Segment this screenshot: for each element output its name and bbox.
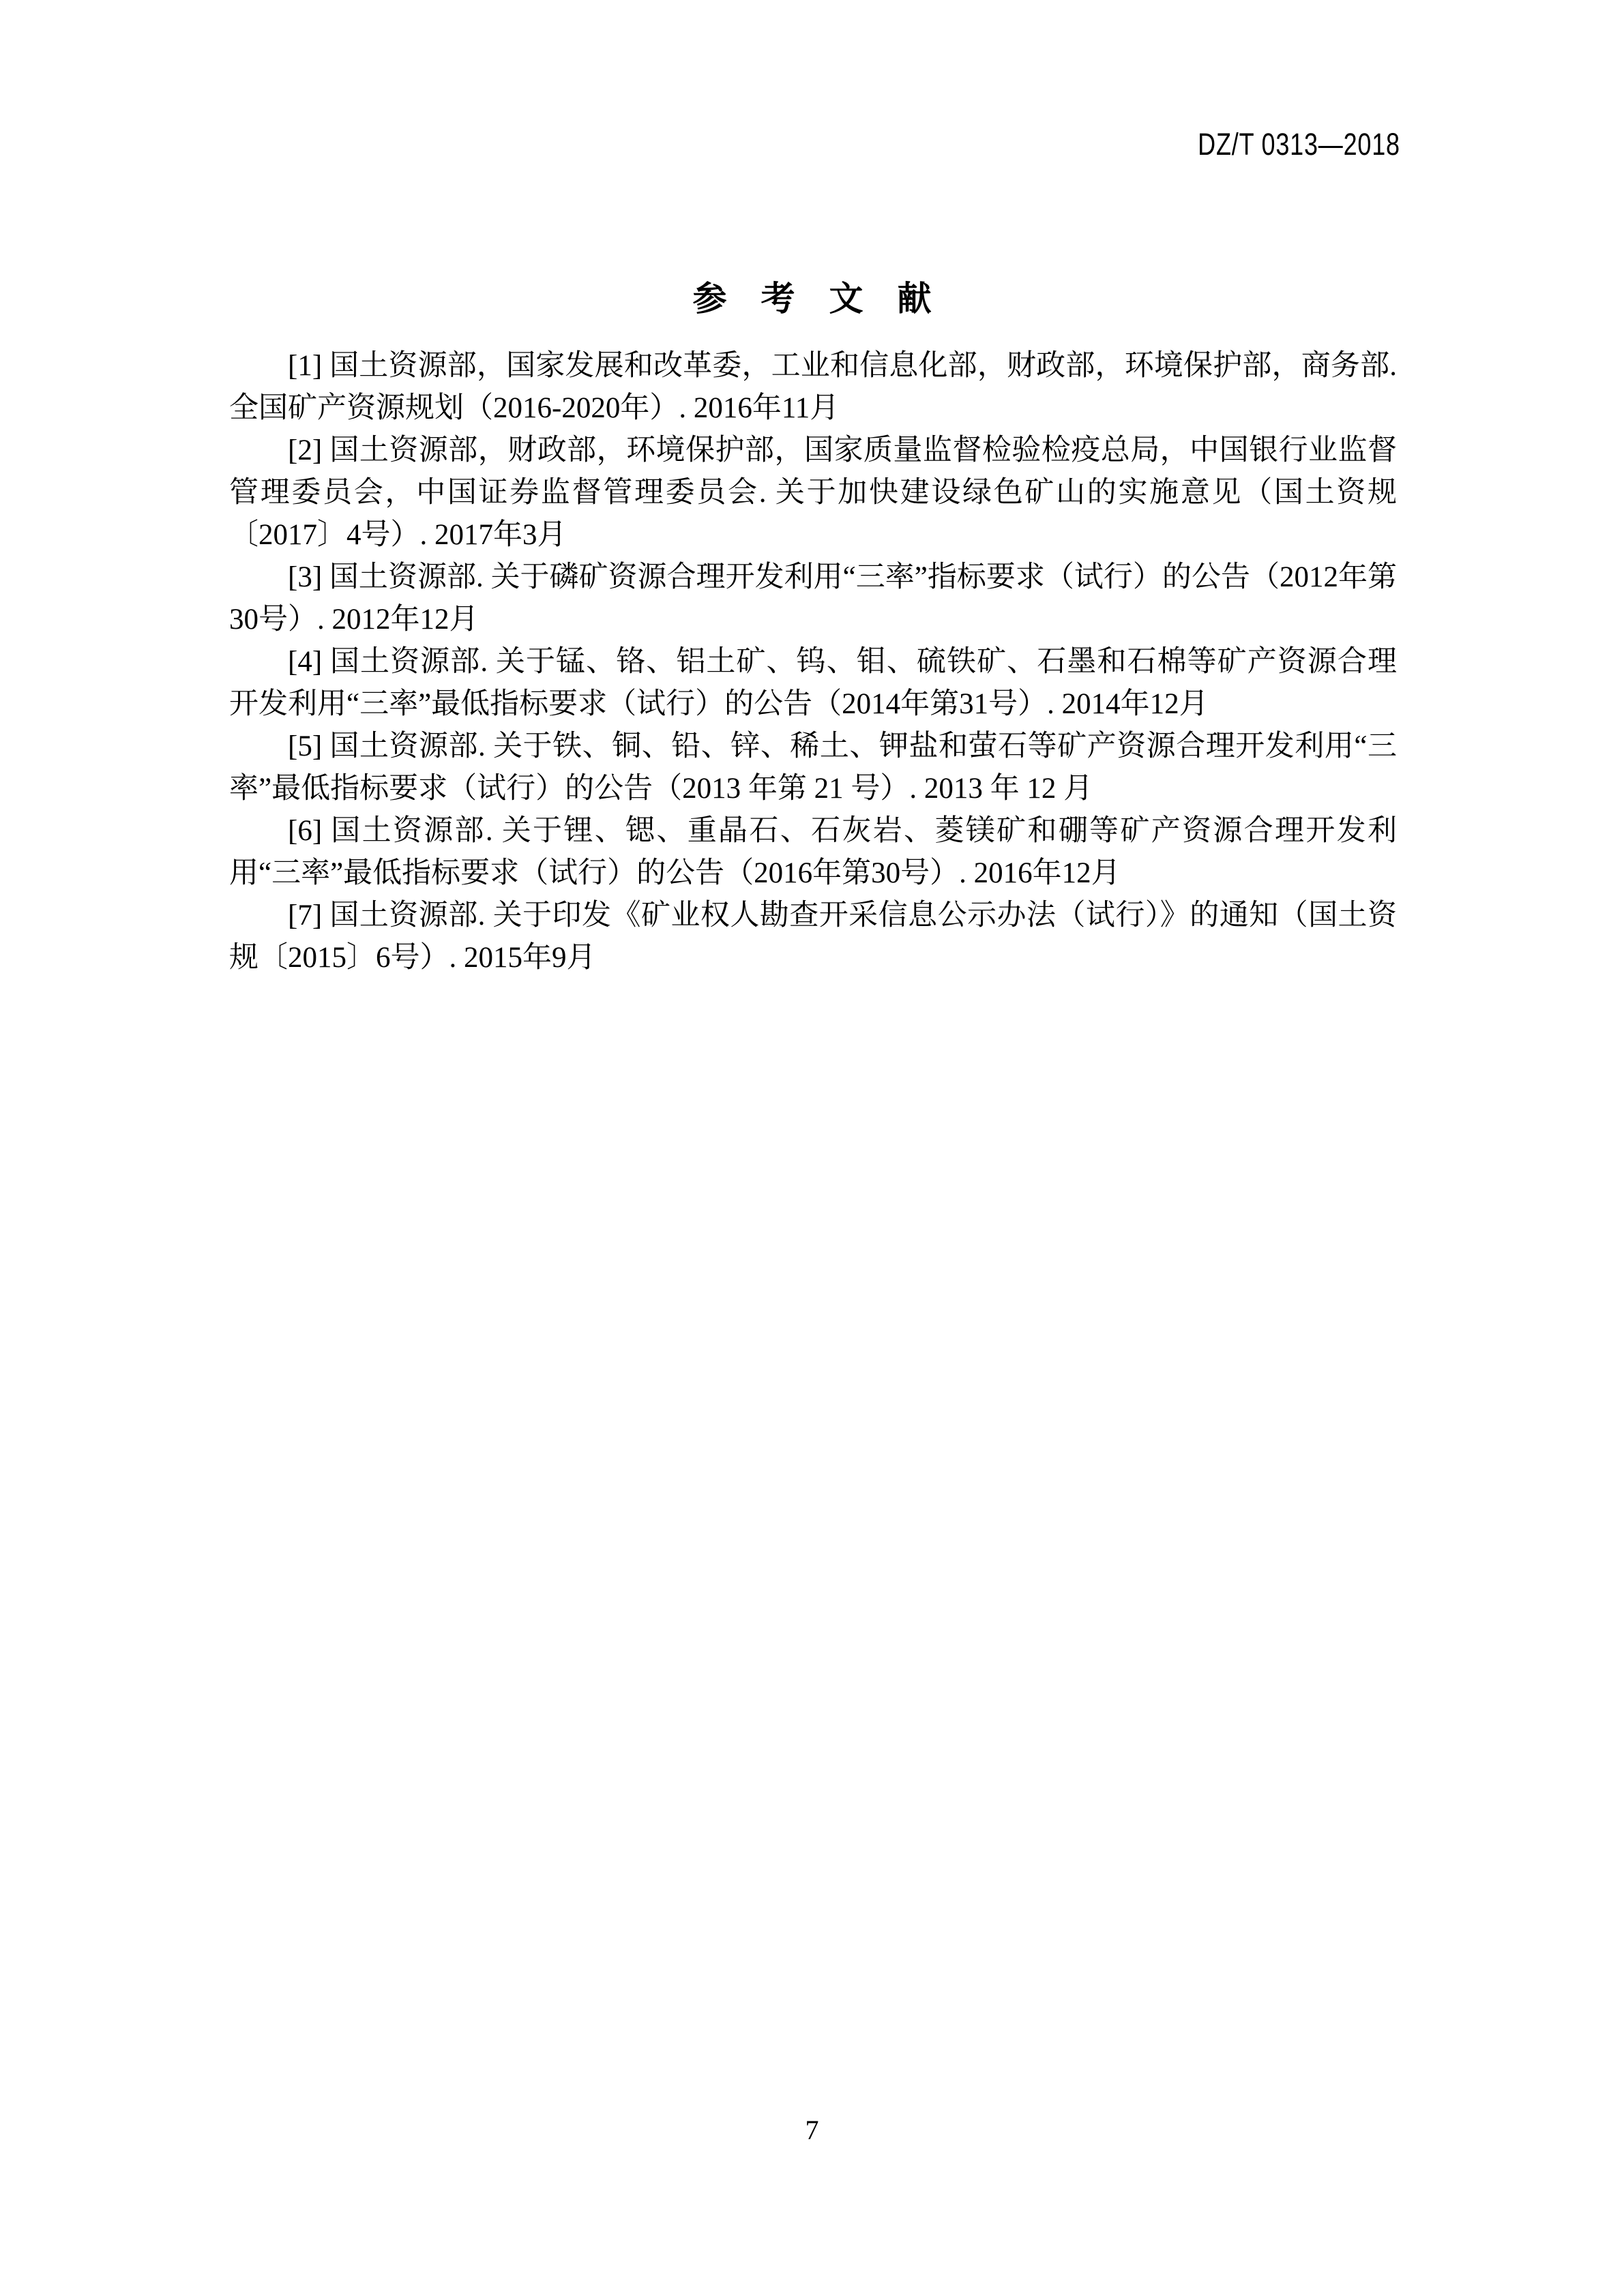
reference-text-6: 国土资源部. 关于锂、锶、重晶石、石灰岩、菱镁矿和硼等矿产资源合理开发利用“三率”最低指标要求（试行）的公告（2016年第30号）. 2016年12月 (229, 815, 1398, 889)
reference-item-2 (229, 430, 1397, 556)
reference-item-7 (229, 895, 1397, 979)
references-list (229, 345, 1397, 979)
reference-item-5 (229, 726, 1397, 810)
reference-item-1 (229, 345, 1397, 430)
reference-text-3: 国土资源部. 关于磷矿资源合理开发利用“三率”指标要求（试行）的公告（2012年第30号）. 2012年12月 (229, 561, 1398, 636)
reference-item-4 (229, 641, 1397, 726)
reference-text-4: 国土资源部. 关于锰、铬、铝土矿、钨、钼、硫铁矿、石墨和石棉等矿产资源合理开发利用“三率”最低指标要求（试行）的公告（2014年第31号）. 2014年12月 (229, 646, 1398, 720)
page-number: 7 (805, 2115, 819, 2145)
reference-text-1: 国土资源部，国家发展和改革委，工业和信息化部，财政部，环境保护部，商务部. 全国矿产资源规划（2016-2020年）. 2016年11月 (229, 350, 1397, 424)
reference-item-3 (229, 556, 1397, 641)
section-title: 参 考 文 献 (692, 280, 932, 318)
standard-number: DZ/T 0313—2018 (1198, 127, 1400, 162)
reference-label-7: [7] (288, 899, 323, 931)
reference-text-2: 国土资源部，财政部，环境保护部，国家质量监督检验检疫总局，中国银行业监督管理委员会，中国证券监督管理委员会. 关于加快建设绿色矿山的实施意见（国土资规〔2017〕4号）. 2017年3月 (229, 434, 1398, 551)
reference-label-2: [2] (288, 434, 323, 466)
reference-text-5: 国土资源部. 关于铁、铜、铅、锌、稀土、钾盐和萤石等矿产资源合理开发利用“三率”最低指标要求（试行）的公告（2013 年第 21 号）. 2013 年 12 月 (229, 730, 1397, 805)
page-header (1147, 127, 1400, 162)
reference-label-5: [5] (288, 730, 323, 762)
reference-label-3: [3] (288, 561, 323, 593)
reference-label-1: [1] (288, 350, 323, 382)
reference-label-4: [4] (288, 646, 323, 678)
reference-label-6: [6] (288, 815, 323, 847)
reference-item-6 (229, 810, 1397, 895)
reference-text-7: 国土资源部. 关于印发《矿业权人勘查开采信息公示办法（试行）》的通知（国土资规〔2015〕6号）. 2015年9月 (229, 899, 1398, 974)
